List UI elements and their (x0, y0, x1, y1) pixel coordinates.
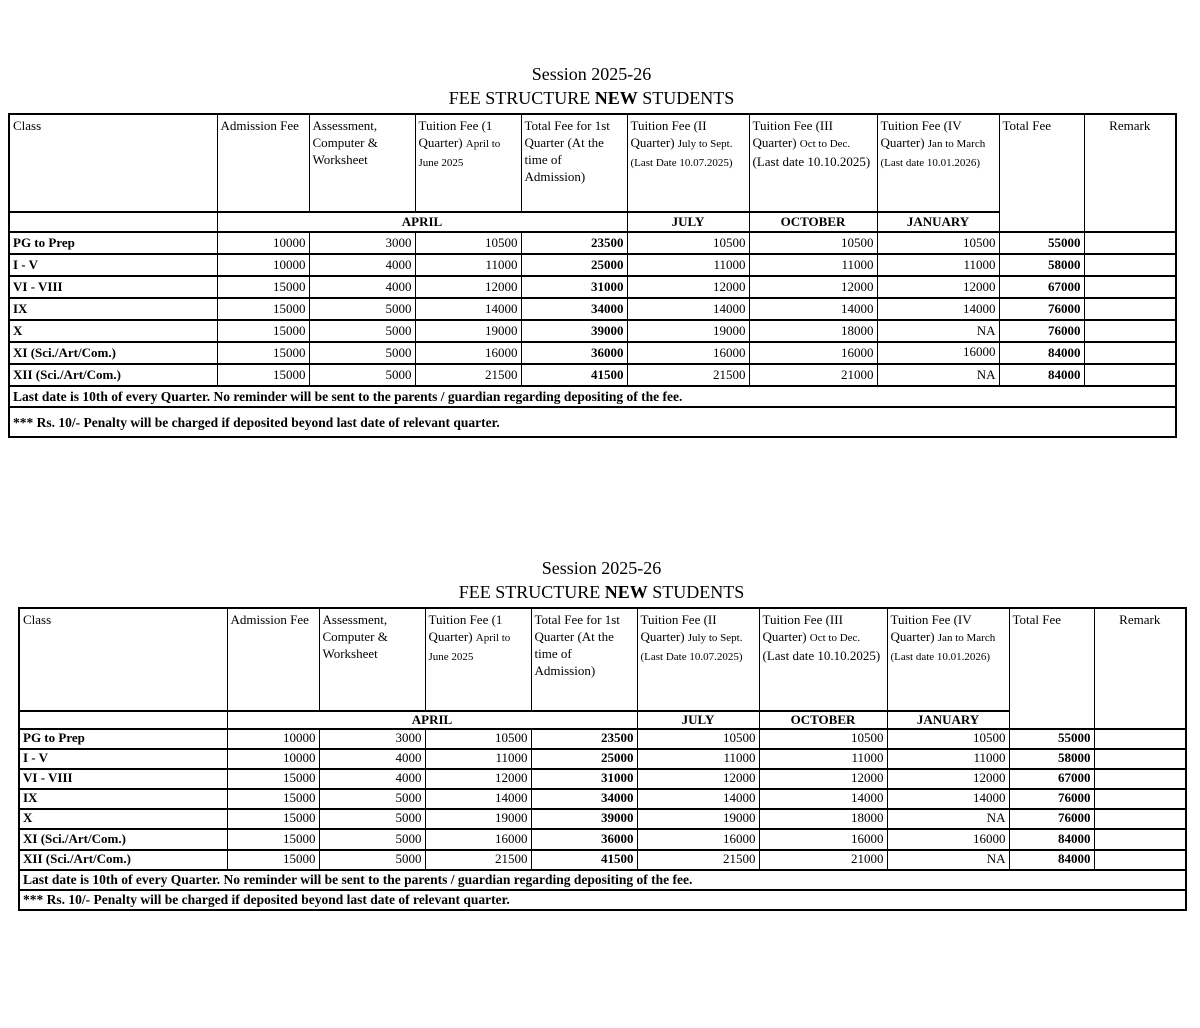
total-cell: 76000 (999, 298, 1084, 320)
remark-cell (1084, 320, 1176, 342)
assessment-cell: 5000 (319, 789, 425, 809)
col-header-tuition-q2 (627, 114, 749, 212)
tuition3-cell: 16000 (749, 342, 877, 364)
tuition2-cell: 21500 (627, 364, 749, 386)
tuition1-cell: 19000 (425, 809, 531, 829)
months-empty-cell (9, 212, 217, 232)
tuition4-cell: NA (877, 320, 999, 342)
fee-title-new: NEW (604, 582, 648, 602)
col-header-tuition-q4 (877, 114, 999, 212)
col-header-total-fee: Total Fee (1009, 608, 1094, 729)
remark-cell (1084, 342, 1176, 364)
months-empty-cell (19, 711, 227, 729)
tuition-q2-dates: July to Sept. (Last Date 10.07.2025) (630, 138, 733, 169)
table-row (9, 320, 1176, 342)
fee-structure-section-1 (8, 62, 1175, 438)
tuition2-cell: 11000 (627, 254, 749, 276)
tuition4-cell: 10500 (887, 729, 1009, 749)
tuition1-cell: 21500 (425, 850, 531, 870)
tuition-q2-dates: July to Sept. (Last Date 10.07.2025) (640, 632, 743, 663)
tuition2-cell: 14000 (637, 789, 759, 809)
tuition1-cell: 16000 (415, 342, 521, 364)
table-row (9, 276, 1176, 298)
total-cell: 84000 (999, 364, 1084, 386)
total1st-cell: 25000 (531, 749, 637, 769)
tuition3-cell: 10500 (759, 729, 887, 749)
tuition2-cell: 16000 (637, 829, 759, 850)
fee-structure-section-2 (18, 556, 1185, 911)
fee-title-prefix: FEE STRUCTURE (458, 582, 605, 602)
col-header-admission-fee: Admission Fee (217, 114, 309, 212)
tuition-q2-main: Tuition Fee (II Quarter) (640, 612, 717, 644)
tuition2-cell: 21500 (637, 850, 759, 870)
assessment-cell: 4000 (319, 749, 425, 769)
class-cell: IX (9, 298, 217, 320)
admission-cell: 15000 (217, 298, 309, 320)
table-row (19, 829, 1186, 850)
total-cell: 76000 (1009, 809, 1094, 829)
col-header-class: Class (9, 114, 217, 212)
tuition3-cell: 21000 (759, 850, 887, 870)
class-cell: I - V (9, 254, 217, 276)
class-cell: I - V (19, 749, 227, 769)
tuition2-cell: 10500 (637, 729, 759, 749)
table-row (9, 232, 1176, 254)
assessment-cell: 5000 (309, 320, 415, 342)
total-cell: 84000 (1009, 850, 1094, 870)
total1st-cell: 36000 (521, 342, 627, 364)
fee-table-1-body (9, 232, 1176, 386)
assessment-cell: 5000 (309, 298, 415, 320)
note-penalty: *** Rs. 10/- Penalty will be charged if deposited beyond last date of relevant quarter. (19, 890, 1186, 910)
total1st-cell: 41500 (531, 850, 637, 870)
session-title (18, 556, 1185, 580)
total1st-cell: 31000 (531, 769, 637, 789)
remark-cell (1084, 276, 1176, 298)
tuition-q3-dates: Oct to Dec. (799, 138, 851, 150)
tuition2-cell: 19000 (627, 320, 749, 342)
tuition3-cell: 21000 (749, 364, 877, 386)
total-cell: 58000 (999, 254, 1084, 276)
assessment-cell: 4000 (309, 254, 415, 276)
total-cell: 67000 (1009, 769, 1094, 789)
admission-cell: 15000 (227, 829, 319, 850)
tuition-q1-dates: April to June 2025 (428, 632, 511, 663)
total-cell: 76000 (999, 320, 1084, 342)
tuition2-cell: 10500 (627, 232, 749, 254)
tuition3-cell: 12000 (749, 276, 877, 298)
note-last-date-row (19, 870, 1186, 890)
admission-cell: 15000 (227, 789, 319, 809)
tuition4-cell: NA (887, 809, 1009, 829)
tuition1-cell: 19000 (415, 320, 521, 342)
tuition3-cell: 11000 (759, 749, 887, 769)
tuition1-cell: 14000 (415, 298, 521, 320)
total1st-cell: 39000 (521, 320, 627, 342)
col-header-tuition-q3 (749, 114, 877, 212)
col-header-total-first-quarter: Total Fee for 1st Quarter (At the time of Admission) (521, 114, 627, 212)
tuition3-cell: 18000 (759, 809, 887, 829)
col-header-tuition-q4 (887, 608, 1009, 711)
tuition-q3-lastdate: (Last date 10.10.2025) (752, 154, 871, 169)
total-cell: 67000 (999, 276, 1084, 298)
table-row (9, 254, 1176, 276)
class-cell: PG to Prep (9, 232, 217, 254)
tuition4-cell: 10500 (877, 232, 999, 254)
fee-title-new: NEW (594, 88, 638, 108)
total1st-cell: 34000 (531, 789, 637, 809)
tuition2-cell: 14000 (627, 298, 749, 320)
total-cell: 84000 (1009, 829, 1094, 850)
tuition-q1-main: Tuition Fee (1 Quarter) (428, 612, 503, 644)
assessment-cell: 5000 (309, 364, 415, 386)
tuition-q4-dates: Jan to March (Last date 10.01.2026) (890, 632, 996, 663)
month-header-january: JANUARY (887, 711, 1009, 729)
tuition4-cell: 16000 (887, 829, 1009, 850)
tuition3-cell: 14000 (759, 789, 887, 809)
tuition3-cell: 16000 (759, 829, 887, 850)
admission-cell: 15000 (217, 276, 309, 298)
tuition1-cell: 14000 (425, 789, 531, 809)
tuition-q3-lastdate: (Last date 10.10.2025) (762, 648, 881, 663)
tuition2-cell: 19000 (637, 809, 759, 829)
col-header-remark: Remark (1094, 608, 1186, 729)
col-header-total-first-quarter: Total Fee for 1st Quarter (At the time of Admission) (531, 608, 637, 711)
tuition-q3-main: Tuition Fee (III Quarter) (762, 612, 843, 644)
tuition-q4-main: Tuition Fee (IV Quarter) (890, 612, 972, 644)
session-title-text: Session 2025-26 (531, 64, 652, 84)
total1st-cell: 25000 (521, 254, 627, 276)
col-header-tuition-q3 (759, 608, 887, 711)
class-cell: VI - VIII (19, 769, 227, 789)
total1st-cell: 34000 (521, 298, 627, 320)
class-cell: VI - VIII (9, 276, 217, 298)
tuition3-cell: 18000 (749, 320, 877, 342)
total1st-cell: 36000 (531, 829, 637, 850)
remark-cell (1094, 749, 1186, 769)
col-header-class: Class (19, 608, 227, 711)
assessment-cell: 5000 (319, 850, 425, 870)
remark-cell (1084, 298, 1176, 320)
remark-cell (1094, 789, 1186, 809)
tuition4-cell: NA (877, 364, 999, 386)
total1st-cell: 39000 (531, 809, 637, 829)
class-cell: X (19, 809, 227, 829)
class-cell: PG to Prep (19, 729, 227, 749)
total1st-cell: 23500 (521, 232, 627, 254)
fee-title-prefix: FEE STRUCTURE (448, 88, 595, 108)
table-row (19, 729, 1186, 749)
session-title (8, 62, 1175, 86)
tuition-q3-dates: Oct to Dec. (809, 632, 861, 644)
admission-cell: 15000 (227, 809, 319, 829)
tuition2-cell: 12000 (637, 769, 759, 789)
assessment-cell: 5000 (319, 809, 425, 829)
tuition3-cell: 12000 (759, 769, 887, 789)
remark-cell (1084, 232, 1176, 254)
month-header-january: JANUARY (877, 212, 999, 232)
total1st-cell: 23500 (531, 729, 637, 749)
admission-cell: 15000 (217, 364, 309, 386)
remark-cell (1094, 809, 1186, 829)
total-cell: 55000 (999, 232, 1084, 254)
tuition3-cell: 10500 (749, 232, 877, 254)
tuition3-cell: 11000 (749, 254, 877, 276)
tuition2-cell: 12000 (627, 276, 749, 298)
assessment-cell: 3000 (319, 729, 425, 749)
tuition4-cell: 16000 (877, 342, 999, 364)
assessment-cell: 3000 (309, 232, 415, 254)
admission-cell: 10000 (217, 254, 309, 276)
admission-cell: 15000 (227, 769, 319, 789)
table-row (19, 749, 1186, 769)
admission-cell: 15000 (227, 850, 319, 870)
tuition1-cell: 10500 (415, 232, 521, 254)
admission-cell: 10000 (217, 232, 309, 254)
remark-cell (1094, 850, 1186, 870)
fee-table-1 (8, 113, 1177, 438)
tuition1-cell: 11000 (415, 254, 521, 276)
tuition-q2-main: Tuition Fee (II Quarter) (630, 118, 707, 150)
total-cell: 55000 (1009, 729, 1094, 749)
remark-cell (1084, 364, 1176, 386)
note-penalty: *** Rs. 10/- Penalty will be charged if deposited beyond last date of relevant quarter. (9, 407, 1176, 437)
admission-cell: 15000 (217, 342, 309, 364)
col-header-assessment: Assessment, Computer & Worksheet (319, 608, 425, 711)
month-header-october: OCTOBER (759, 711, 887, 729)
fee-table-2 (18, 607, 1187, 911)
table-row (9, 342, 1176, 364)
col-header-remark: Remark (1084, 114, 1176, 232)
fee-structure-title (18, 580, 1185, 604)
remark-cell (1084, 254, 1176, 276)
tuition2-cell: 11000 (637, 749, 759, 769)
admission-cell: 10000 (227, 729, 319, 749)
note-last-date-row (9, 386, 1176, 407)
tuition1-cell: 12000 (415, 276, 521, 298)
admission-cell: 10000 (227, 749, 319, 769)
assessment-cell: 4000 (319, 769, 425, 789)
note-last-date: Last date is 10th of every Quarter. No reminder will be sent to the parents / guardian regarding depositing of the fee. (9, 386, 1176, 407)
month-header-april: APRIL (227, 711, 637, 729)
assessment-cell: 5000 (319, 829, 425, 850)
class-cell: XII (Sci./Art/Com.) (9, 364, 217, 386)
table-row (19, 809, 1186, 829)
tuition-q4-dates: Jan to March (Last date 10.01.2026) (880, 138, 986, 169)
tuition4-cell: 14000 (877, 298, 999, 320)
assessment-cell: 4000 (309, 276, 415, 298)
fee-structure-title (8, 86, 1175, 110)
session-title-text: Session 2025-26 (541, 558, 662, 578)
remark-cell (1094, 729, 1186, 749)
admission-cell: 15000 (217, 320, 309, 342)
remark-cell (1094, 769, 1186, 789)
total1st-cell: 41500 (521, 364, 627, 386)
col-header-admission-fee: Admission Fee (227, 608, 319, 711)
tuition2-cell: 16000 (627, 342, 749, 364)
tuition4-cell: NA (887, 850, 1009, 870)
tuition1-cell: 16000 (425, 829, 531, 850)
tuition4-cell: 11000 (887, 749, 1009, 769)
tuition4-cell: 12000 (887, 769, 1009, 789)
tuition4-cell: 11000 (877, 254, 999, 276)
tuition1-cell: 10500 (425, 729, 531, 749)
tuition-q1-main: Tuition Fee (1 Quarter) (418, 118, 493, 150)
column-header-row (9, 114, 1176, 212)
total-cell: 84000 (999, 342, 1084, 364)
table-row (9, 298, 1176, 320)
month-header-july: JULY (627, 212, 749, 232)
fee-title-suffix: STUDENTS (647, 582, 745, 602)
class-cell: XI (Sci./Art/Com.) (9, 342, 217, 364)
table-row (19, 789, 1186, 809)
tuition4-cell: 12000 (877, 276, 999, 298)
note-penalty-row (19, 890, 1186, 910)
total1st-cell: 31000 (521, 276, 627, 298)
col-header-assessment: Assessment, Computer & Worksheet (309, 114, 415, 212)
class-cell: XI (Sci./Art/Com.) (19, 829, 227, 850)
column-header-row (19, 608, 1186, 711)
note-last-date: Last date is 10th of every Quarter. No reminder will be sent to the parents / guardian regarding depositing of the fee. (19, 870, 1186, 890)
month-header-october: OCTOBER (749, 212, 877, 232)
note-penalty-row (9, 407, 1176, 437)
table-row (9, 364, 1176, 386)
table-row (19, 769, 1186, 789)
col-header-tuition-q2 (637, 608, 759, 711)
class-cell: IX (19, 789, 227, 809)
tuition-q1-dates: April to June 2025 (418, 138, 501, 169)
tuition-q3-main: Tuition Fee (III Quarter) (752, 118, 833, 150)
total-cell: 76000 (1009, 789, 1094, 809)
total-cell: 58000 (1009, 749, 1094, 769)
month-header-july: JULY (637, 711, 759, 729)
tuition3-cell: 14000 (749, 298, 877, 320)
fee-table-2-body (19, 729, 1186, 870)
class-cell: X (9, 320, 217, 342)
tuition1-cell: 11000 (425, 749, 531, 769)
col-header-tuition-q1 (415, 114, 521, 212)
table-row (19, 850, 1186, 870)
tuition4-cell: 14000 (887, 789, 1009, 809)
remark-cell (1094, 829, 1186, 850)
col-header-tuition-q1 (425, 608, 531, 711)
assessment-cell: 5000 (309, 342, 415, 364)
fee-title-suffix: STUDENTS (637, 88, 735, 108)
tuition-q4-main: Tuition Fee (IV Quarter) (880, 118, 962, 150)
tuition1-cell: 21500 (415, 364, 521, 386)
class-cell: XII (Sci./Art/Com.) (19, 850, 227, 870)
month-header-april: APRIL (217, 212, 627, 232)
col-header-total-fee: Total Fee (999, 114, 1084, 232)
tuition1-cell: 12000 (425, 769, 531, 789)
